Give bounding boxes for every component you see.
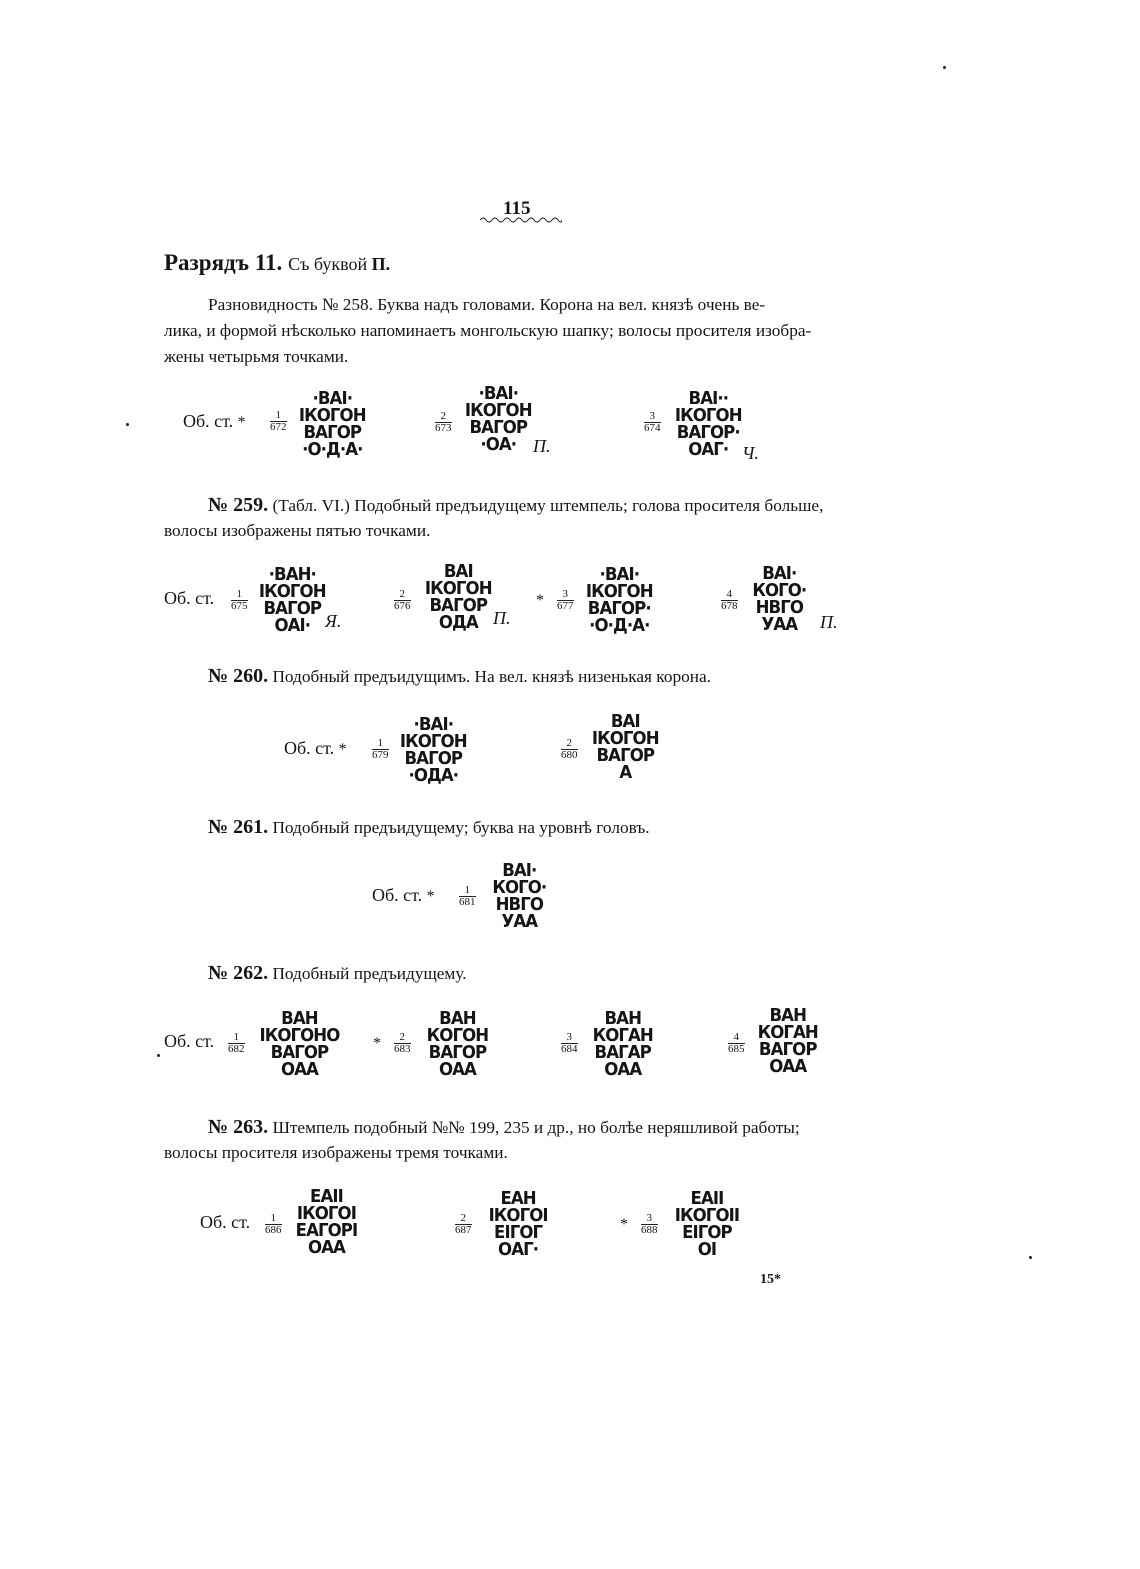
ob-label: Об. ст. <box>164 588 215 608</box>
coin-letter: П. <box>493 608 511 628</box>
coin-inscription: ·ВАІ· ІКОГОН ВАГОР· ·О·Д·А· <box>585 564 653 636</box>
s263-line-1: № 263. Штемпель подобный №№ 199, 235 и др., но болѣе неряшливой работы; <box>208 1116 800 1138</box>
ob-label: Об. ст. <box>164 1031 215 1051</box>
coin-inscription: ЕАІІ ІКОГОІ ЕАГОРІ ОАА <box>295 1186 358 1258</box>
ob-label: Об. ст. * <box>284 738 347 758</box>
heading-subtitle: Съ буквой П. <box>288 254 391 274</box>
coin-ref: $\frac{2}{683}$ <box>394 1031 411 1055</box>
coin-inscription: ·ВАІ· ІКОГОН ВАГОР ·О·Д·А· <box>298 388 366 460</box>
coin-ref: $\frac{3}{674}$ <box>644 410 661 434</box>
coin-ref: $\frac{1}{679}$ <box>372 737 389 761</box>
ob-label: Об. ст. * <box>372 885 435 905</box>
ob-label: Об. ст. <box>200 1212 251 1232</box>
coin-ref: $\frac{1}{672}$ <box>270 409 287 433</box>
coin-letter: Ч. <box>742 443 759 463</box>
scan-speck <box>943 66 946 69</box>
star-mark: * <box>620 1216 628 1233</box>
star-mark: * <box>536 592 544 609</box>
coin-ref: $\frac{3}{677}$ <box>557 588 574 612</box>
coin-inscription: ВАІ·· ІКОГОН ВАГОР· ОАГ· <box>674 388 742 460</box>
s260-line: № 260. Подобный предъидущимъ. На вел. князѣ низенькая корона. <box>208 665 711 687</box>
page-number: 115 <box>503 198 531 219</box>
coin-ref: $\frac{2}{673}$ <box>435 410 452 434</box>
s258-line-3: жены четырьмя точками. <box>164 347 349 366</box>
coin-ref: $\frac{3}{684}$ <box>561 1031 578 1055</box>
coin-ref: $\frac{1}{682}$ <box>228 1031 245 1055</box>
coin-inscription: ВАН ІКОГОНО ВАГОР ОАА <box>259 1008 340 1080</box>
scan-speck <box>1029 1256 1032 1259</box>
coin-ref: $\frac{3}{688}$ <box>641 1212 658 1236</box>
coin-ref: $\frac{2}{676}$ <box>394 588 411 612</box>
s258-line-1: Разновидность № 258. Буква надъ головами. Корона на вел. князѣ очень ве- <box>208 295 766 314</box>
coin-ref: $\frac{1}{686}$ <box>265 1212 282 1236</box>
coin-ref: $\frac{1}{681}$ <box>459 884 476 908</box>
coin-inscription: ·ВАН· ІКОГОН ВАГОР ОАІ· <box>258 564 326 636</box>
coin-inscription: ЕАН ІКОГОІ ЕІГОГ ОАГ· <box>488 1188 548 1260</box>
star-mark: * <box>373 1035 381 1052</box>
coin-letter: П. <box>820 612 838 632</box>
coin-inscription: ЕАІІ ІКОГОІІ ЕІГОР ОІ <box>674 1188 740 1260</box>
coin-inscription: ВАІ ІКОГОН ВАГОР ОДА <box>424 561 492 633</box>
s259-line-2: волосы изображены пятью точками. <box>164 521 431 540</box>
scan-speck <box>157 1054 160 1057</box>
coin-inscription: ВАІ· КОГО· НВГО УАА <box>752 563 807 635</box>
ob-label: Об. ст. * <box>183 411 246 431</box>
coin-inscription: ВАН КОГАН ВАГАР ОАА <box>592 1008 653 1080</box>
section-heading <box>164 250 390 276</box>
signature-mark: 15* <box>760 1272 781 1287</box>
coin-ref: $\frac{4}{678}$ <box>721 588 738 612</box>
coin-letter: П. <box>533 436 551 456</box>
coin-ref: $\frac{2}{687}$ <box>455 1212 472 1236</box>
s262-line: № 262. Подобный предъидущему. <box>208 962 467 984</box>
coin-letter: Я. <box>325 611 342 631</box>
s263-line-2: волосы просителя изображены тремя точками. <box>164 1143 508 1162</box>
scan-speck <box>126 423 129 426</box>
coin-ref: $\frac{4}{685}$ <box>728 1031 745 1055</box>
coin-inscription: ВАІ· КОГО· НВГО УАА <box>492 860 547 932</box>
coin-ref: $\frac{1}{675}$ <box>231 588 248 612</box>
heading-title: Разрядъ 11. <box>164 250 283 275</box>
coin-inscription: ·ВАІ· ІКОГОН ВАГОР ·ОА· <box>464 383 532 455</box>
page-number-underline <box>480 216 562 224</box>
s261-line: № 261. Подобный предъидущему; буква на уровнѣ головъ. <box>208 816 650 838</box>
coin-inscription: ·ВАІ· ІКОГОН ВАГОР ·ОДА· <box>399 714 467 786</box>
coin-ref: $\frac{2}{680}$ <box>561 737 578 761</box>
coin-inscription: ВАН КОГАН ВАГОР ОАА <box>757 1005 818 1077</box>
coin-inscription: ВАІ ІКОГОН ВАГОР А <box>591 711 659 783</box>
s259-line-1: № 259. (Табл. VI.) Подобный предъидущему штемпель; голова просителя больше, <box>208 494 824 516</box>
coin-inscription: ВАН КОГОН ВАГОР ОАА <box>426 1008 489 1080</box>
s258-line-2: лика, и формой нѣсколько напоминаетъ монгольскую шапку; волосы просителя изобра- <box>164 321 812 340</box>
